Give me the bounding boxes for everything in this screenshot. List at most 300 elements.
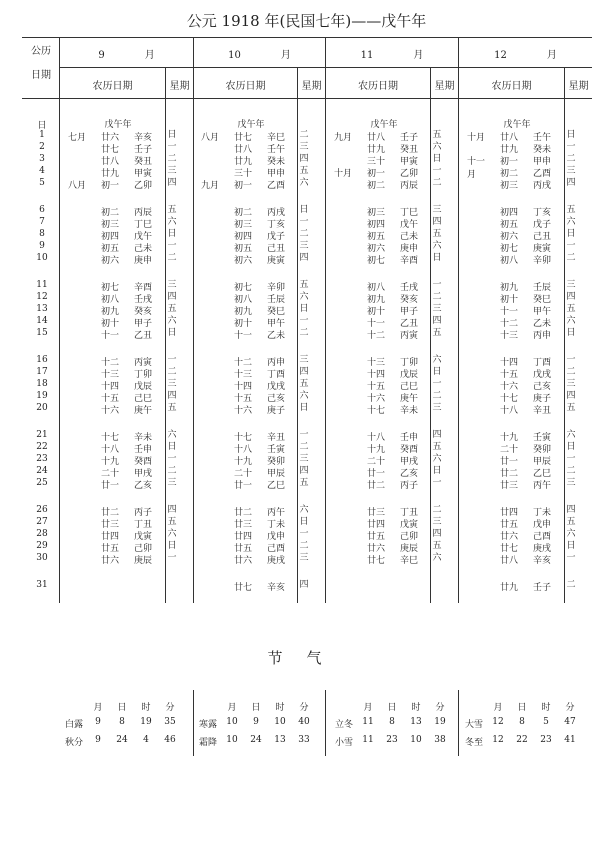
weekday: 六 — [299, 178, 309, 188]
weekday: 一 — [432, 166, 442, 176]
ganzhi-day: 庚申 — [133, 256, 152, 266]
lunar-day: 初八 — [233, 295, 252, 305]
weekday: 二 — [432, 292, 442, 302]
ganzhi-day: 丙子 — [399, 481, 418, 491]
weekday: 一 — [167, 553, 177, 563]
weekday: 一 — [167, 142, 177, 152]
weekday: 四 — [432, 217, 442, 227]
ganzhi-day: 戊午 — [399, 220, 418, 230]
ganzhi-day: 甲子 — [133, 319, 152, 329]
lunar-day: 廿七 — [233, 583, 252, 593]
ganzhi-day: 戊申 — [532, 520, 551, 530]
lunar-day: 十二 — [366, 331, 385, 341]
weekday: 三 — [299, 553, 309, 563]
weekday: 四 — [566, 391, 576, 401]
ganzhi-day: 辛亥 — [266, 583, 285, 593]
jieqi-name: 霜降 — [198, 738, 217, 748]
month-header-10: 10 月 — [228, 50, 291, 61]
weekday: 六 — [167, 529, 177, 539]
ganzhi-day: 己酉 — [266, 544, 285, 554]
ganzhi-day: 丙寅 — [133, 358, 152, 368]
ganzhi-day: 戊辰 — [133, 382, 152, 392]
ganzhi-day: 癸丑 — [133, 157, 152, 167]
lunar-day: 廿一 — [366, 469, 385, 479]
day-number: 22 — [36, 442, 48, 452]
lunar-day: 初七 — [366, 256, 385, 266]
lunar-day: 廿三 — [233, 520, 252, 530]
lunar-day: 十五 — [233, 394, 252, 404]
lunar-day: 初三 — [233, 220, 252, 230]
lunar-day: 廿九 — [233, 157, 252, 167]
ganzhi-day: 辛卯 — [266, 283, 285, 293]
jieqi-value: 47 — [564, 717, 576, 727]
ganzhi-day: 癸未 — [532, 145, 551, 155]
lunar-day: 初一 — [233, 181, 252, 191]
weekday: 五 — [566, 304, 576, 314]
weekday: 三 — [299, 355, 309, 365]
month-divider-1 — [193, 37, 194, 603]
day-number: 17 — [36, 367, 48, 377]
day-number: 29 — [36, 541, 48, 551]
weekday: 六 — [432, 553, 442, 563]
weekday: 一 — [299, 217, 309, 227]
ganzhi-day: 丁卯 — [399, 358, 418, 368]
lunar-day: 廿五 — [499, 520, 518, 530]
weekday: 三 — [432, 304, 442, 314]
weekday: 一 — [432, 379, 442, 389]
ganzhi-day: 丙午 — [266, 508, 285, 518]
lunar-day: 十三 — [366, 358, 385, 368]
jieqi-name: 寒露 — [198, 720, 217, 730]
jieqi-value: 8 — [389, 717, 395, 727]
weekday: 三 — [566, 280, 576, 290]
weekday: 四 — [432, 316, 442, 326]
weekday: 六 — [299, 391, 309, 401]
month-header-9: 9 月 — [98, 50, 155, 61]
lunar-day: 初六 — [366, 244, 385, 254]
lunar-day: 十五 — [100, 394, 119, 404]
jieqi-col-header: 日 — [387, 703, 397, 713]
lunar-day: 十八 — [366, 433, 385, 443]
jieqi-col-header: 日 — [517, 703, 527, 713]
lunar-day: 廿九 — [499, 145, 518, 155]
ganzhi-day: 癸酉 — [399, 445, 418, 455]
weekday-header-12: 星期 — [568, 81, 589, 92]
ganzhi-day: 甲戌 — [133, 469, 152, 479]
day-number: 16 — [36, 355, 48, 365]
ganzhi-day: 丁亥 — [266, 220, 285, 230]
jieqi-col-header: 月 — [363, 703, 373, 713]
ganzhi-day: 戊午 — [133, 232, 152, 242]
ganzhi-day: 甲午 — [532, 307, 551, 317]
ganzhi-day: 戊子 — [532, 220, 551, 230]
lunar-day: 初五 — [233, 244, 252, 254]
lunar-day: 初四 — [499, 208, 518, 218]
lunar-day: 初一 — [499, 157, 518, 167]
lunar-day: 廿七 — [100, 145, 119, 155]
day-number: 14 — [36, 316, 48, 326]
weekday: 六 — [167, 217, 177, 227]
weekday: 二 — [167, 154, 177, 164]
jieqi-value: 13 — [410, 717, 422, 727]
lunar-header-9: 农历日期 — [92, 81, 133, 92]
weekday: 五 — [432, 541, 442, 551]
weekday: 一 — [566, 355, 576, 365]
lunar-day: 十四 — [233, 382, 252, 392]
ganzhi-day: 丙申 — [266, 358, 285, 368]
page-title: 公元 1918 年(民国七年)——戊午年 — [186, 12, 427, 30]
weekday: 四 — [167, 178, 177, 188]
ganzhi-day: 辛酉 — [399, 256, 418, 266]
lunar-day: 十七 — [366, 406, 385, 416]
ganzhi-day: 辛丑 — [532, 406, 551, 416]
ganzhi-day: 甲戌 — [399, 457, 418, 467]
ganzhi-day: 己巳 — [399, 382, 418, 392]
jieqi-name: 冬至 — [464, 738, 483, 748]
weekday: 四 — [299, 367, 309, 377]
jieqi-name: 小雪 — [334, 738, 353, 748]
ganzhi-day: 壬子 — [532, 583, 551, 593]
lunar-day: 初十 — [366, 307, 385, 317]
weekday: 一 — [167, 241, 177, 251]
weekday: 日 — [167, 130, 177, 140]
ganzhi-day: 庚午 — [399, 394, 418, 404]
lunar-day: 十三 — [233, 370, 252, 380]
lunar-header-11: 农历日期 — [358, 81, 398, 92]
lunar-day: 二十 — [499, 445, 518, 455]
jieqi-col-header: 分 — [299, 703, 309, 713]
lunar-day: 初二 — [366, 181, 385, 191]
weekday: 六 — [566, 316, 576, 326]
ganzhi-day: 庚辰 — [399, 544, 418, 554]
ganzhi-day: 戊戌 — [532, 370, 551, 380]
ganzhi-day: 丁丑 — [133, 520, 152, 530]
lunar-day: 十三 — [100, 370, 119, 380]
weekday: 五 — [299, 379, 309, 389]
ganzhi-day: 丁未 — [532, 508, 551, 518]
jieqi-value: 10 — [274, 717, 286, 727]
day-number: 7 — [39, 217, 45, 227]
day-number: 8 — [39, 229, 45, 239]
weekday-header-11: 星期 — [434, 81, 455, 92]
day-number: 31 — [36, 580, 48, 590]
ganzhi-day: 壬子 — [399, 133, 418, 143]
ganzhi-day: 乙卯 — [399, 169, 418, 179]
lunar-day: 廿一 — [100, 481, 119, 491]
lunar-day: 初三 — [366, 208, 385, 218]
ganzhi-day: 癸丑 — [399, 145, 418, 155]
weekday: 日 — [299, 304, 309, 314]
weekday: 五 — [566, 205, 576, 215]
weekday: 五 — [432, 442, 442, 452]
jieqi-col-header: 分 — [165, 703, 175, 713]
jieqi-value: 33 — [298, 735, 310, 745]
lunar-day: 初二 — [100, 208, 119, 218]
ganzhi-year: 戊午年 — [104, 120, 132, 130]
ganzhi-day: 丁酉 — [532, 358, 551, 368]
weekday: 一 — [566, 142, 576, 152]
jieqi-name: 立冬 — [334, 720, 353, 730]
lunar-day: 初十 — [499, 295, 518, 305]
ganzhi-day: 戊戌 — [266, 382, 285, 392]
jieqi-value: 46 — [164, 735, 176, 745]
jieqi-divider-3 — [458, 690, 459, 756]
jieqi-value: 35 — [164, 717, 176, 727]
ganzhi-day: 甲申 — [266, 169, 285, 179]
ganzhi-year: 戊午年 — [237, 120, 265, 130]
lunar-day: 初一 — [100, 181, 119, 191]
jieqi-col-header: 月 — [93, 703, 103, 713]
weekday: 二 — [299, 229, 309, 239]
weekday: 五 — [432, 229, 442, 239]
weekday: 一 — [299, 430, 309, 440]
lunar-day: 十六 — [366, 394, 385, 404]
day-number: 1 — [39, 130, 45, 140]
weekday: 四 — [167, 292, 177, 302]
weekday: 六 — [432, 355, 442, 365]
weekday: 二 — [167, 466, 177, 476]
jieqi-col-header: 时 — [411, 703, 421, 713]
ganzhi-day: 丙戌 — [532, 181, 551, 191]
ganzhi-day: 己卯 — [399, 532, 418, 542]
day-number: 24 — [36, 466, 48, 476]
ganzhi-day: 甲辰 — [532, 457, 551, 467]
ganzhi-day: 辛巳 — [266, 133, 285, 143]
jieqi-value: 10 — [226, 735, 238, 745]
ganzhi-day: 乙巳 — [532, 469, 551, 479]
lunar-day: 廿一 — [499, 457, 518, 467]
jieqi-col-header: 日 — [251, 703, 261, 713]
lunar-day: 廿二 — [100, 508, 119, 518]
jieqi-value: 8 — [519, 717, 525, 727]
ganzhi-day: 壬午 — [266, 145, 285, 155]
lunar-day: 廿九 — [100, 169, 119, 179]
jieqi-title: 节气 — [267, 649, 346, 667]
lunar-day: 廿七 — [366, 556, 385, 566]
lunar-day: 初五 — [499, 220, 518, 230]
jieqi-value: 38 — [434, 735, 446, 745]
lunar-day: 廿三 — [366, 508, 385, 518]
ganzhi-day: 壬寅 — [266, 445, 285, 455]
jieqi-value: 4 — [143, 735, 149, 745]
lunar-day: 廿八 — [366, 133, 385, 143]
weekday: 四 — [566, 292, 576, 302]
jieqi-col-header: 时 — [275, 703, 285, 713]
day-number: 27 — [36, 517, 48, 527]
weekday: 二 — [167, 253, 177, 263]
day-number: 10 — [36, 253, 48, 263]
ganzhi-day: 丁酉 — [266, 370, 285, 380]
ganzhi-day: 己酉 — [532, 532, 551, 542]
jieqi-divider-2 — [325, 690, 326, 756]
weekday: 二 — [566, 154, 576, 164]
weekday-header-9: 星期 — [169, 81, 190, 92]
jieqi-value: 10 — [226, 717, 238, 727]
ganzhi-day: 庚申 — [399, 244, 418, 254]
weekday: 四 — [299, 466, 309, 476]
ganzhi-day: 丙申 — [532, 331, 551, 341]
ganzhi-day: 戊寅 — [133, 532, 152, 542]
lunar-day: 廿五 — [233, 544, 252, 554]
ganzhi-day: 己巳 — [133, 394, 152, 404]
month-header-12: 12 月 — [494, 50, 557, 61]
jieqi-col-header: 日 — [117, 703, 127, 713]
jieqi-value: 12 — [492, 717, 504, 727]
weekday: 六 — [566, 430, 576, 440]
jieqi-value: 8 — [119, 717, 125, 727]
weekday: 日 — [566, 442, 576, 452]
lunar-day: 十七 — [100, 433, 119, 443]
ganzhi-day: 庚午 — [133, 406, 152, 416]
lunar-day: 十四 — [100, 382, 119, 392]
lunar-day: 二十 — [100, 469, 119, 479]
weekday: 六 — [167, 430, 177, 440]
weekday: 三 — [167, 280, 177, 290]
weekday: 三 — [432, 517, 442, 527]
weekday: 日 — [167, 541, 177, 551]
lunar-day: 三十 — [233, 169, 252, 179]
jieqi-col-header: 月 — [493, 703, 503, 713]
lunar-day: 十二 — [100, 358, 119, 368]
table-top-rule — [22, 37, 592, 38]
header-mid-rule — [60, 67, 592, 68]
jieqi-col-header: 时 — [541, 703, 551, 713]
ganzhi-day: 壬寅 — [532, 433, 551, 443]
day-number: 30 — [36, 553, 48, 563]
weekday: 五 — [167, 304, 177, 314]
weekday: 日 — [299, 517, 309, 527]
day-number: 4 — [39, 166, 45, 176]
lunar-day: 初八 — [100, 295, 119, 305]
lunar-day: 廿八 — [499, 556, 518, 566]
weekday: 一 — [432, 280, 442, 290]
ganzhi-day: 戊辰 — [399, 370, 418, 380]
day-number: 13 — [36, 304, 48, 314]
month-divider-2 — [325, 37, 326, 603]
weekday: 三 — [299, 241, 309, 251]
ganzhi-day: 癸亥 — [399, 295, 418, 305]
ganzhi-day: 丙辰 — [399, 181, 418, 191]
ganzhi-day: 壬子 — [133, 145, 152, 155]
lunar-day: 十九 — [366, 445, 385, 455]
jieqi-divider-1 — [193, 690, 194, 756]
weekday: 二 — [432, 178, 442, 188]
lunar-day: 初十 — [233, 319, 252, 329]
weekday: 四 — [167, 391, 177, 401]
lunar-day: 初二 — [233, 208, 252, 218]
lunar-month: 十一月 — [467, 157, 486, 180]
ganzhi-day: 壬戌 — [399, 283, 418, 293]
lunar-day: 初八 — [366, 283, 385, 293]
jieqi-value: 23 — [386, 735, 398, 745]
lunar-day: 十八 — [100, 445, 119, 455]
lunar-day: 廿九 — [499, 583, 518, 593]
jieqi-value: 9 — [253, 717, 259, 727]
weekday: 六 — [299, 292, 309, 302]
lunar-day: 廿四 — [499, 508, 518, 518]
weekday: 日 — [167, 328, 177, 338]
lunar-day: 三十 — [366, 157, 385, 167]
weekday: 日 — [299, 205, 309, 215]
weekday: 六 — [432, 241, 442, 251]
lunar-day: 十八 — [499, 406, 518, 416]
lunar-day: 十四 — [499, 358, 518, 368]
lunar-day: 廿八 — [499, 133, 518, 143]
weekday: 三 — [167, 166, 177, 176]
ganzhi-day: 乙酉 — [532, 169, 551, 179]
ganzhi-day: 丙戌 — [266, 208, 285, 218]
ganzhi-day: 壬申 — [399, 433, 418, 443]
jieqi-value: 10 — [410, 735, 422, 745]
ganzhi-day: 乙丑 — [133, 331, 152, 341]
ganzhi-day: 壬午 — [532, 133, 551, 143]
ganzhi-day: 辛卯 — [532, 256, 551, 266]
lunar-day: 初四 — [233, 232, 252, 242]
lunar-day: 十四 — [366, 370, 385, 380]
ganzhi-day: 庚寅 — [266, 256, 285, 266]
lunar-day: 廿七 — [233, 133, 252, 143]
ganzhi-day: 戊子 — [266, 232, 285, 242]
ganzhi-day: 癸卯 — [266, 457, 285, 467]
ganzhi-day: 戊申 — [266, 532, 285, 542]
weekday: 六 — [566, 217, 576, 227]
jieqi-value: 13 — [274, 735, 286, 745]
ganzhi-day: 辛亥 — [133, 133, 152, 143]
jieqi-value: 19 — [140, 717, 152, 727]
weekday: 二 — [299, 328, 309, 338]
ganzhi-day: 庚戌 — [532, 544, 551, 554]
weekday: 五 — [299, 166, 309, 176]
stub-header-top: 公历 — [31, 46, 51, 57]
day-label: 日 — [37, 121, 47, 131]
weekday: 三 — [167, 379, 177, 389]
jieqi-value: 11 — [362, 717, 374, 727]
ganzhi-day: 壬辰 — [266, 295, 285, 305]
weekday: 日 — [566, 130, 576, 140]
jieqi-value: 24 — [250, 735, 262, 745]
lunar-day: 廿六 — [499, 532, 518, 542]
ganzhi-day: 己亥 — [532, 382, 551, 392]
lunar-day: 廿二 — [233, 508, 252, 518]
weekday: 六 — [299, 505, 309, 515]
weekday: 四 — [432, 529, 442, 539]
ganzhi-day: 辛未 — [399, 406, 418, 416]
jieqi-value: 19 — [434, 717, 446, 727]
lunar-day: 廿八 — [100, 157, 119, 167]
header-bottom-rule — [22, 98, 592, 99]
weekday: 四 — [299, 154, 309, 164]
day-number: 5 — [39, 178, 45, 188]
lunar-day: 初六 — [499, 232, 518, 242]
lunar-day: 十五 — [499, 370, 518, 380]
jieqi-value: 5 — [543, 717, 549, 727]
lunar-day: 廿六 — [100, 556, 119, 566]
weekday: 日 — [167, 442, 177, 452]
weekday: 三 — [167, 478, 177, 488]
ganzhi-day: 甲午 — [266, 319, 285, 329]
jieqi-name: 白露 — [64, 720, 83, 730]
day-number: 6 — [39, 205, 45, 215]
lunar-day: 初八 — [499, 256, 518, 266]
lunar-day: 廿二 — [499, 469, 518, 479]
weekday: 二 — [566, 253, 576, 263]
weekday: 一 — [299, 316, 309, 326]
lunar-day: 廿四 — [100, 532, 119, 542]
weekday: 一 — [167, 454, 177, 464]
lunar-day: 十三 — [499, 331, 518, 341]
weekday: 日 — [432, 466, 442, 476]
ganzhi-day: 己丑 — [266, 244, 285, 254]
